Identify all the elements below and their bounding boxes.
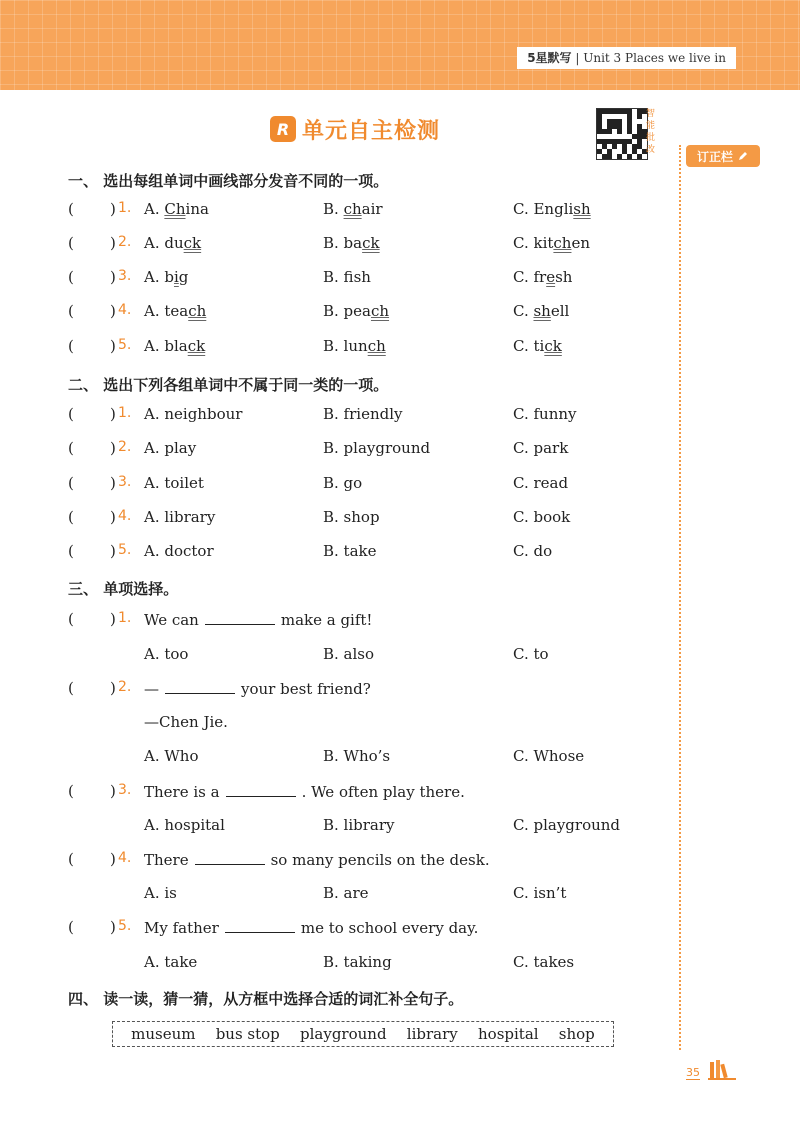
answer-paren-close: )	[110, 474, 116, 492]
option-a-pre: A.	[144, 200, 165, 218]
option-b	[323, 234, 380, 252]
option-c-pre: C. Engli	[513, 200, 574, 218]
option-b	[323, 268, 371, 286]
word-bank-item: bus stop	[215, 1025, 280, 1043]
answer-paren-close: )	[110, 508, 116, 526]
answer-blank[interactable]	[195, 850, 265, 865]
option-a: A. is	[144, 884, 177, 902]
word-bank-box	[112, 1021, 614, 1047]
option-a	[144, 337, 205, 355]
qr-note: 智能批改	[646, 109, 656, 155]
brand-logo-icon: R	[270, 116, 296, 142]
option-c: C. playground	[513, 816, 621, 834]
page-title-text: 单元自主检测	[302, 118, 441, 144]
question-number: 1.	[118, 200, 132, 216]
option-b	[323, 302, 389, 320]
option-c: C. read	[513, 474, 569, 492]
option-a-pre: A. b	[144, 268, 174, 286]
answer-blank[interactable]	[165, 679, 235, 694]
word-bank-item: shop	[558, 1025, 595, 1043]
stem-before-blank: We can	[144, 611, 199, 629]
option-b-underlined: ch	[343, 200, 362, 218]
option-b: B. Who’s	[323, 747, 391, 765]
answer-paren-close: )	[110, 200, 116, 218]
option-a: A. too	[144, 645, 189, 663]
answer-paren-close: )	[110, 850, 116, 868]
option-b-underlined: ch	[367, 337, 386, 355]
question-stem	[144, 679, 371, 698]
option-a-pre: A. bla	[144, 337, 188, 355]
option-c	[513, 234, 590, 252]
correction-label: 订正栏	[696, 149, 733, 164]
answer-paren-close: )	[110, 542, 116, 560]
answer-paren-open[interactable]: (	[68, 542, 74, 560]
answer-paren-close: )	[110, 268, 116, 286]
answer-paren-close: )	[110, 337, 116, 355]
option-c: C. park	[513, 439, 569, 457]
option-b: B. playground	[323, 439, 431, 457]
answer-paren-close: )	[110, 405, 116, 423]
option-a-underlined: ch	[188, 302, 207, 320]
books-icon	[708, 1058, 736, 1080]
option-c-post: sh	[555, 268, 573, 286]
question-number: 1.	[118, 405, 132, 421]
option-b: B. shop	[323, 508, 380, 526]
answer-paren-close: )	[110, 610, 116, 628]
option-c-post: en	[571, 234, 591, 252]
option-c-underlined: sh	[573, 200, 591, 218]
question-number: 3.	[118, 782, 132, 798]
option-a	[144, 200, 209, 218]
option-c: C. funny	[513, 405, 577, 423]
option-b	[323, 200, 383, 218]
question-number: 1.	[118, 610, 132, 626]
option-c: C. do	[513, 542, 553, 560]
answer-paren-open[interactable]: (	[68, 200, 74, 218]
stem-before-blank: My father	[144, 919, 219, 937]
option-a: A. doctor	[144, 542, 214, 560]
option-c-pre: C. kit	[513, 234, 554, 252]
option-a	[144, 268, 188, 286]
qr-code-icon[interactable]	[596, 108, 648, 160]
question-number: 4.	[118, 508, 132, 524]
option-c-underlined: e	[546, 268, 556, 286]
option-b: B. are	[323, 884, 369, 902]
answer-paren-close: )	[110, 782, 116, 800]
answer-paren-close: )	[110, 679, 116, 697]
question-number: 2.	[118, 679, 132, 695]
brand-label: 5星默写	[527, 51, 572, 65]
stem-before-blank: —	[144, 680, 159, 698]
option-c: C. takes	[513, 953, 575, 971]
option-a: A. hospital	[144, 816, 225, 834]
stem-after-blank: make a gift!	[280, 611, 373, 629]
option-c-pre: C. ti	[513, 337, 545, 355]
question-number: 5.	[118, 542, 132, 558]
option-b-pre: B. ba	[323, 234, 363, 252]
unit-title: Unit 3 Places we live in	[583, 51, 726, 65]
question-number: 4.	[118, 302, 132, 318]
option-c: C. Whose	[513, 747, 585, 765]
page-number: 35	[686, 1066, 700, 1079]
unit-label	[517, 47, 736, 69]
answer-paren-open[interactable]: (	[68, 337, 74, 355]
stem-after-blank: so many pencils on the desk.	[270, 851, 490, 869]
option-a: A. toilet	[144, 474, 204, 492]
option-a-post: ina	[185, 200, 209, 218]
answer-paren-close: )	[110, 439, 116, 457]
option-c-underlined: ck	[544, 337, 562, 355]
option-a-underlined: ck	[183, 234, 202, 252]
question-number: 5.	[118, 337, 132, 353]
answer-paren-open[interactable]: (	[68, 508, 74, 526]
answer-paren-open[interactable]: (	[68, 850, 74, 868]
option-c-pre: C.	[513, 302, 534, 320]
option-c	[513, 302, 569, 320]
dialogue-reply: —Chen Jie.	[144, 713, 228, 731]
question-stem	[144, 610, 372, 629]
option-b: B. taking	[323, 953, 392, 971]
option-b	[323, 337, 386, 355]
option-c: C. isn’t	[513, 884, 567, 902]
question-number: 2.	[118, 234, 132, 250]
option-c	[513, 200, 591, 218]
page-title	[270, 112, 440, 146]
answer-blank[interactable]	[226, 782, 296, 797]
answer-paren-open[interactable]: (	[68, 782, 74, 800]
option-a: A. library	[144, 508, 216, 526]
option-a: A. play	[144, 439, 197, 457]
option-b: B. go	[323, 474, 363, 492]
section-2-title: 二、 选出下列各组单词中不属于同一类的一项。	[68, 376, 389, 394]
option-a-post: g	[178, 268, 189, 286]
option-a-underlined: ck	[187, 337, 206, 355]
stem-after-blank: your best friend?	[241, 680, 371, 698]
option-c	[513, 268, 572, 286]
option-c-underlined: sh	[533, 302, 551, 320]
answer-blank[interactable]	[205, 610, 275, 625]
option-b: B. also	[323, 645, 375, 663]
answer-paren-open[interactable]: (	[68, 918, 74, 936]
question-number: 4.	[118, 850, 132, 866]
option-a: A. take	[144, 953, 198, 971]
option-b-post: air	[361, 200, 383, 218]
page-header-band	[0, 0, 800, 90]
option-b-underlined: ck	[362, 234, 380, 252]
answer-paren-close: )	[110, 234, 116, 252]
question-stem	[144, 850, 490, 869]
answer-paren-open[interactable]: (	[68, 610, 74, 628]
question-number: 3.	[118, 268, 132, 284]
answer-blank[interactable]	[225, 918, 295, 933]
option-a	[144, 302, 206, 320]
option-b: B. friendly	[323, 405, 403, 423]
unit-separator: |	[571, 51, 584, 65]
option-a: A. Who	[144, 747, 199, 765]
question-stem	[144, 918, 478, 937]
answer-paren-open[interactable]: (	[68, 268, 74, 286]
answer-paren-open[interactable]: (	[68, 474, 74, 492]
section-3-title: 三、 单项选择。	[68, 580, 179, 598]
answer-paren-open[interactable]: (	[68, 302, 74, 320]
answer-paren-open[interactable]: (	[68, 679, 74, 697]
answer-paren-open[interactable]: (	[68, 439, 74, 457]
option-a: A. neighbour	[144, 405, 243, 423]
answer-paren-close: )	[110, 302, 116, 320]
question-number: 3.	[118, 474, 132, 490]
option-b-pre: B. lun	[323, 337, 368, 355]
pencil-icon	[737, 150, 749, 162]
word-bank-item: museum	[131, 1025, 196, 1043]
section-1-title: 一、 选出每组单词中画线部分发音不同的一项。	[68, 172, 389, 190]
option-c: C. book	[513, 508, 571, 526]
option-a-underlined: i	[173, 268, 179, 286]
answer-paren-open[interactable]: (	[68, 234, 74, 252]
option-b-post: sh	[353, 268, 371, 286]
option-b-pre: B. pea	[323, 302, 371, 320]
correction-column-line	[679, 145, 681, 1050]
stem-after-blank: me to school every day.	[300, 919, 479, 937]
option-c	[513, 337, 562, 355]
question-number: 2.	[118, 439, 132, 455]
option-b-underlined: ch	[370, 302, 390, 320]
answer-paren-close: )	[110, 918, 116, 936]
option-b: B. library	[323, 816, 395, 834]
stem-before-blank: There is a	[144, 783, 220, 801]
option-c: C. to	[513, 645, 549, 663]
option-c-post: ell	[550, 302, 570, 320]
answer-paren-open[interactable]: (	[68, 405, 74, 423]
question-number: 5.	[118, 918, 132, 934]
word-bank-item: library	[406, 1025, 458, 1043]
option-b-pre: B.	[323, 200, 344, 218]
option-c-underlined: ch	[553, 234, 572, 252]
option-c-pre: C. fr	[513, 268, 547, 286]
option-a-underlined: Ch	[164, 200, 186, 218]
option-a-pre: A. du	[144, 234, 184, 252]
section-4-title: 四、 读一读，猜一猜，从方框中选择合适的词汇补全句子。	[68, 990, 464, 1008]
option-a-pre: A. tea	[144, 302, 189, 320]
question-stem	[144, 782, 465, 801]
option-a	[144, 234, 201, 252]
word-bank-item: hospital	[478, 1025, 539, 1043]
option-b-pre: B. f	[323, 268, 354, 286]
stem-before-blank: There	[144, 851, 189, 869]
correction-column-badge	[686, 145, 760, 167]
stem-after-blank: . We often play there.	[301, 783, 465, 801]
option-b: B. take	[323, 542, 377, 560]
word-bank-item: playground	[300, 1025, 387, 1043]
